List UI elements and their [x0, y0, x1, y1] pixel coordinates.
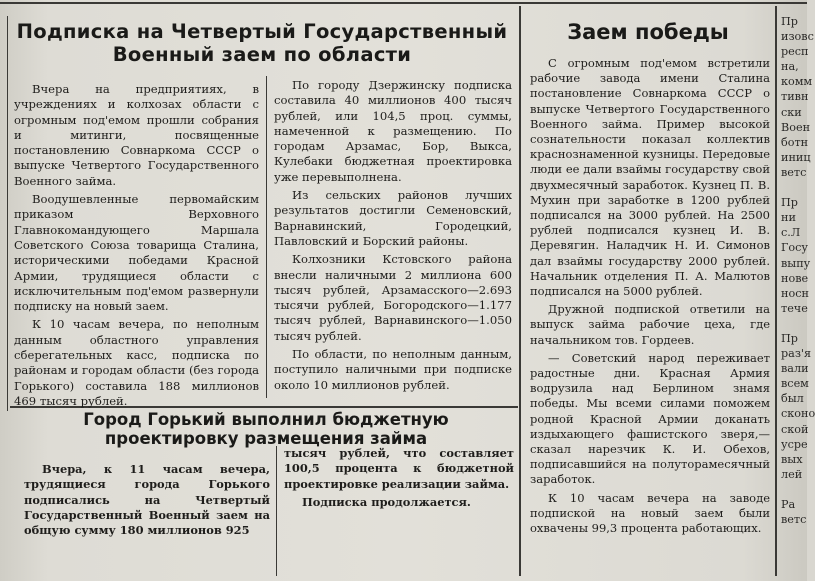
edge-column-line: Пр — [781, 331, 798, 345]
edge-column-line: Пр — [781, 196, 798, 210]
edge-column-line: ветс — [781, 513, 807, 527]
edge-column-line: раз'я — [781, 347, 812, 361]
article-gorky-column-2 — [284, 446, 514, 574]
edge-column-line: сконо — [781, 407, 815, 421]
edge-column-line: носн — [781, 286, 809, 300]
paragraph: К 10 часам вечера, по неполным данным областного управления сберегательных касс, подписка по районам и городам области (без города Горького) составила 188 миллионов 469 тысяч рублей. — [14, 317, 259, 408]
column-rule-right — [775, 6, 777, 576]
edge-column-line: вали — [781, 362, 809, 376]
edge-column-line: Ра — [781, 498, 796, 511]
paragraph: Дружной подпиской ответили на выпуск займа рабочие цеха, где начальником тов. Гордеев. — [530, 302, 770, 347]
paragraph: С огромным под'емом встретили рабочие завода имени Сталина постановление Совнаркома СССР о выпуске Четвертого Государственного Военного займа. Пример высокой сознательности показал коллектив краснознаменной кузницы. Передовые люди ее дали взаймы государству свой двухмесячный заработок. Кузнец П. В. Мухин при заработке в 1200 рублей подписался на 3000 рублей. На 2500 рублей подписался кузнец И. В. Деревягин. Наладчик Н. И. Симонов дал взаймы государству 2000 рублей. Начальник отделения П. А. Малютов подписался на 5000 рублей. — [530, 56, 770, 299]
edge-column-line: ски — [781, 105, 802, 119]
edge-column-line: лей — [781, 467, 803, 481]
edge-column-line: вых — [781, 452, 803, 466]
edge-column-line — [781, 482, 807, 497]
edge-column-line: нове — [781, 271, 809, 285]
edge-column-line: респ — [781, 45, 809, 59]
paragraph: Подписка продолжается. — [302, 494, 471, 509]
edge-column-line: ветс — [781, 165, 807, 179]
article-victory-loan-text — [530, 56, 770, 578]
edge-column-line: усре — [781, 437, 808, 451]
paragraph: Вчера на предприятиях, в учреждениях и колхозах области с огромным под'емом прошли собрания и митинги, посвященные постановлению Совнаркома СССР о выпуске Четвертого Государственного Военного займа. — [14, 82, 259, 188]
edge-column-line: ботн — [781, 135, 809, 149]
top-rule — [0, 2, 807, 4]
edge-column-line: тече — [781, 301, 808, 315]
article-gorky-column-1 — [24, 462, 270, 574]
edge-column-line: выпу — [781, 256, 811, 270]
edge-column-line: Госу — [781, 241, 808, 255]
edge-column-line — [781, 180, 807, 195]
edge-column-line: был — [781, 392, 804, 406]
edge-column-line: тивн — [781, 90, 809, 104]
edge-column-line: ской — [781, 422, 809, 436]
edge-column-line: с.Л — [781, 226, 801, 240]
paragraph: Колхозники Кстовского района внесли наличными 2 миллиона 600 тысяч рублей, Арзамасского—2.693 тысячи рублей, Богородского—1.177 тысяч рублей, Варнавинского—1.050 тысяч рублей. — [274, 252, 512, 343]
paragraph: — Советский народ переживает радостные дни. Красная Армия водрузила над Берлином знамя победы. Мы всеми силами поможем родной Красной Армии доканать издыхающего фашистского зверя,— сказал нарезчик К. И. Обехов, подписавшийся на полуторамесячный заработок. — [530, 350, 770, 487]
edge-column-line: комм — [781, 75, 813, 89]
paragraph: По городу Дзержинску подписка составила 40 миллионов 400 тысяч рублей, или 104,5 проц. суммы, намеченной к размещению. По городам Арзамас, Бор, Выкса, Кулебаки бюджетная проектировка уже перевыполнена. — [274, 78, 512, 184]
edge-column-line: иниц — [781, 150, 811, 164]
inner-column-rule-lower — [276, 446, 277, 576]
paragraph: По области, по неполным данным, поступило наличными при подписке около 10 миллионов рублей. — [274, 347, 512, 392]
inner-column-rule-upper — [266, 76, 267, 398]
paragraph: тысяч рублей, что составляет 100,5 процента к бюджетной проектировке реализации займа. — [284, 446, 514, 491]
headline-gorky: Город Горький выполнил бюджетную проектировку размещения займа — [83, 410, 449, 449]
paragraph: К 10 часам вечера на заводе подпиской на новый заем были охвачены 99,3 процента работающих. — [530, 490, 770, 536]
edge-column-line: на, — [781, 60, 799, 74]
article-main-column-2 — [274, 78, 512, 394]
headline-victory-loan: Заем победы — [567, 20, 729, 44]
column-rule-main — [519, 6, 521, 576]
paragraph: Воодушевленные первомайским приказом Верховного Главнокомандующего Маршала Советского Союза товарища Сталина, историческими победами Красной Армии, трудящиеся области с исключительным под'емом развернули подписку на новый заем. — [14, 192, 259, 314]
paragraph: Из сельских районов лучших результатов достигли Семеновский, Варнавинский, Городецкий, Павловский и Борский районы. — [274, 188, 512, 248]
edge-column-line — [781, 316, 807, 331]
paragraph: Вчера, к 11 часам вечера, трудящиеся города Горького подписались на Четвертый Государственный Военный заем на общую сумму 180 миллионов 925 — [24, 462, 270, 538]
edge-column-line: Пр — [781, 15, 798, 28]
article-main-column-1 — [14, 82, 259, 408]
edge-column-line: всем — [781, 377, 809, 391]
edge-column-line: Воен — [781, 120, 811, 134]
edge-column-line: ни — [781, 211, 796, 225]
edge-column-line: изовс — [781, 30, 814, 44]
edge-column — [781, 14, 815, 579]
column-rule-left — [7, 16, 8, 411]
headline-main: Подписка на Четвертый Государственный Военный заем по области — [16, 20, 508, 66]
